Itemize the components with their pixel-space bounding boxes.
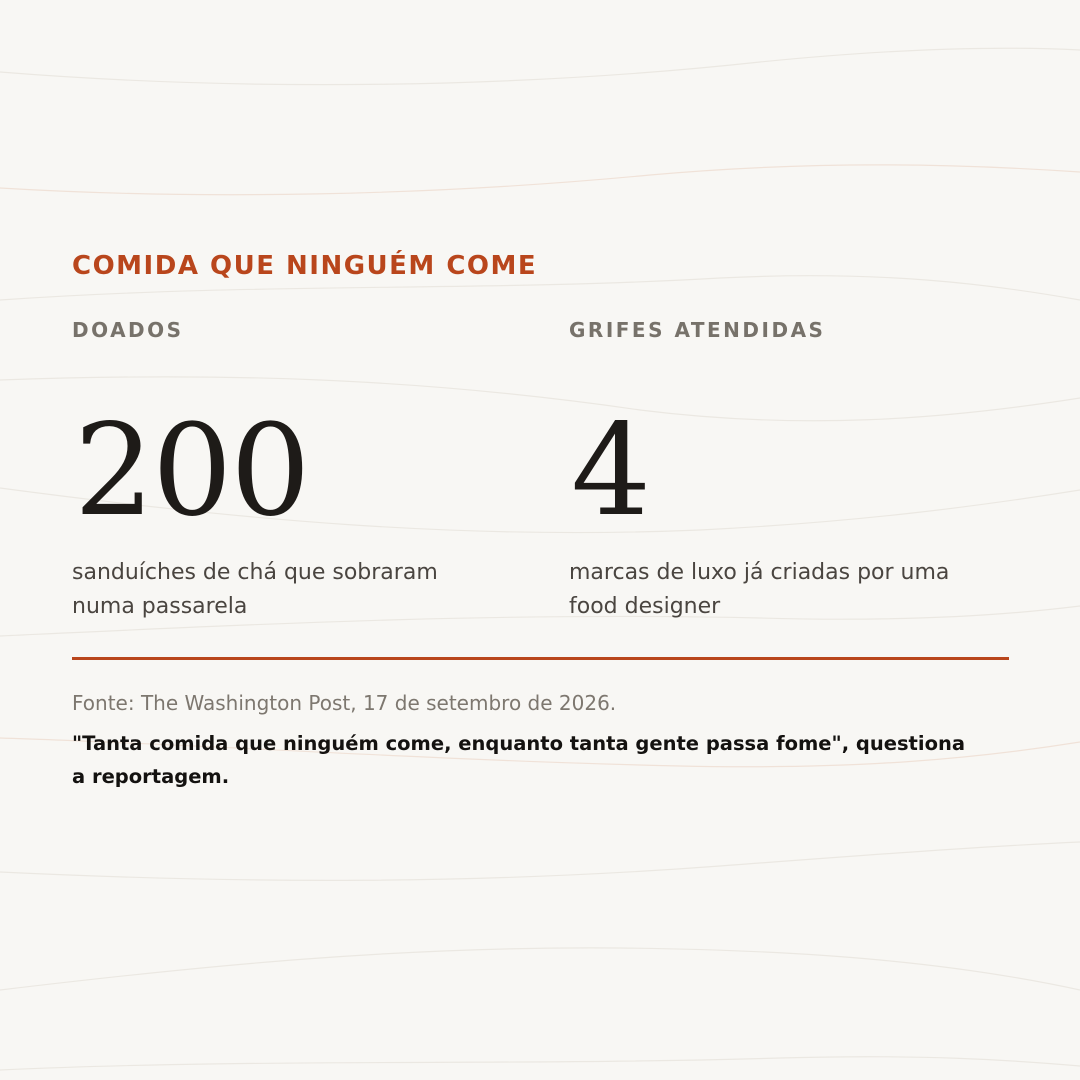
infographic-card	[72, 0, 1009, 1080]
stat-label: DOADOS	[72, 318, 184, 342]
quote-text: "Tanta comida que ninguém come, enquanto tanta gente passa fome", questiona a reportagem.	[72, 732, 966, 788]
stat-number: 4	[571, 397, 650, 544]
source-citation: Fonte: The Washington Post, 17 de setembro de 2026.	[72, 691, 617, 715]
section-title: COMIDA QUE NINGUÉM COME	[72, 251, 538, 281]
stat-description: marcas de luxo já criadas por uma food designer	[569, 560, 950, 619]
divider-line	[72, 657, 1009, 660]
stat-number: 200	[74, 397, 309, 544]
stat-description: sanduíches de chá que sobraram numa passarela	[72, 560, 438, 619]
stat-label: GRIFES ATENDIDAS	[569, 318, 826, 342]
